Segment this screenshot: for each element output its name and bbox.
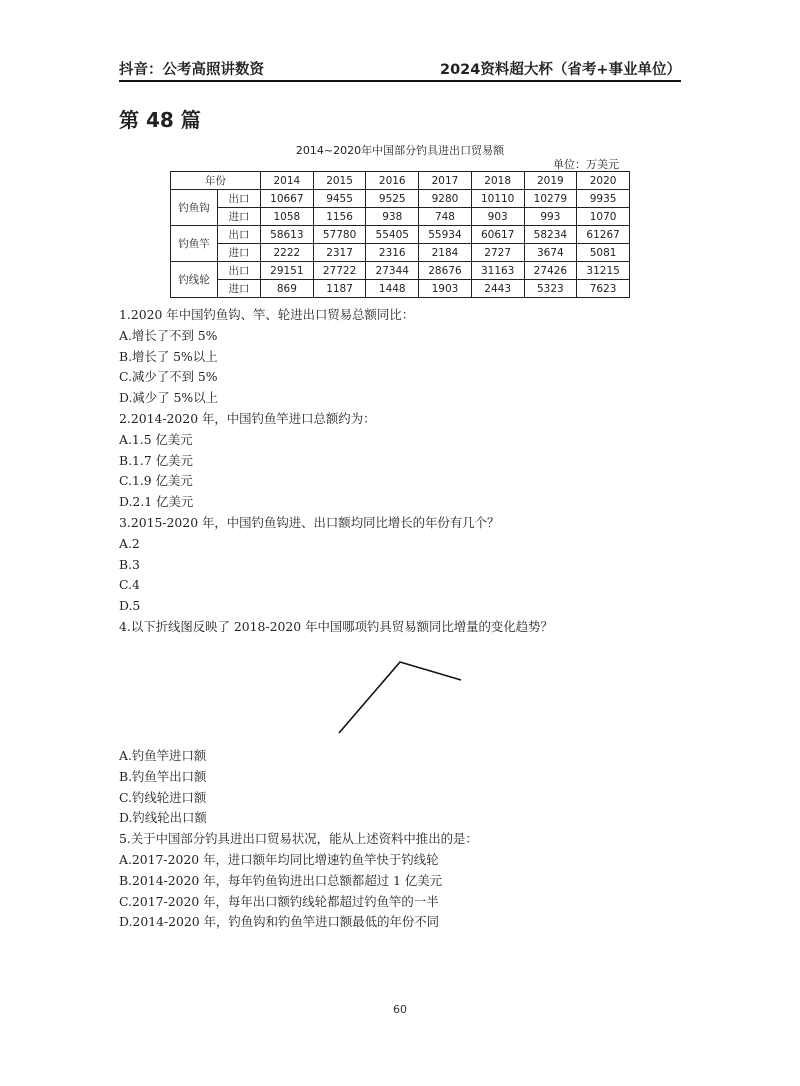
value-cell: 5323 [524, 280, 577, 298]
value-cell: 28676 [419, 262, 472, 280]
page-header [119, 56, 681, 80]
value-cell: 2222 [261, 244, 314, 262]
question-2-stem: 2.2014-2020 年，中国钓鱼竿进口总额约为： [119, 410, 376, 426]
year-cell: 2017 [419, 172, 472, 190]
question-2-option: C.1.9 亿美元 [119, 473, 193, 489]
value-cell: 55934 [419, 226, 472, 244]
question-5-option: A.2017-2020 年，进口额年均同比增速钓鱼竿快于钓线轮 [119, 851, 439, 867]
value-cell: 1903 [419, 280, 472, 298]
table-row [171, 244, 630, 262]
value-cell: 2443 [471, 280, 524, 298]
value-cell: 903 [471, 208, 524, 226]
year-cell: 2020 [577, 172, 630, 190]
question-4-stem: 4.以下折线图反映了 2018-2020 年中国哪项钓具贸易额同比增量的变化趋势？ [119, 618, 553, 634]
question-3-option: C.4 [119, 577, 140, 593]
question-5-option: D.2014-2020 年，钓鱼钩和钓鱼竿进口额最低的年份不同 [119, 914, 440, 930]
value-cell: 9280 [419, 190, 472, 208]
question-4-option: B.钓鱼竿出口额 [119, 768, 207, 784]
group-label: 钓线轮 [171, 262, 218, 298]
value-cell: 993 [524, 208, 577, 226]
value-cell: 2317 [313, 244, 366, 262]
value-cell: 58234 [524, 226, 577, 244]
table-row [171, 208, 630, 226]
value-cell: 5081 [577, 244, 630, 262]
header-divider [119, 80, 681, 82]
chapter-title: 第 48 篇 [119, 108, 201, 132]
year-cell: 2019 [524, 172, 577, 190]
question-4-option: C.钓线轮进口额 [119, 789, 207, 805]
question-3-stem: 3.2015-2020 年，中国钓鱼钩进、出口额均同比增长的年份有几个？ [119, 514, 500, 530]
question-1-option: A.增长了不到 5% [119, 327, 218, 343]
question-2-option: D.2.1 亿美元 [119, 494, 194, 510]
question-5-stem: 5.关于中国部分钓具进出口贸易状况，能从上述资料中推出的是： [119, 831, 478, 847]
flow-type: 出口 [218, 226, 261, 244]
question-5-option: B.2014-2020 年，每年钓鱼钩进出口总额都超过 1 亿美元 [119, 872, 443, 888]
flow-type: 进口 [218, 280, 261, 298]
value-cell: 1187 [313, 280, 366, 298]
question-4-option: D.钓线轮出口额 [119, 810, 207, 826]
value-cell: 60617 [471, 226, 524, 244]
table-header-row [171, 172, 630, 190]
year-header-cell: 年份 [171, 172, 261, 190]
table-unit: 单位：万美元 [553, 158, 619, 171]
question-1-option: B.增长了 5%以上 [119, 348, 218, 364]
value-cell: 10667 [261, 190, 314, 208]
table-title: 2014~2020年中国部分钓具进出口贸易额 [295, 144, 505, 157]
question-4-option: A.钓鱼竿进口额 [119, 748, 207, 763]
question-4-5-block [119, 746, 719, 933]
group-label: 钓鱼钩 [171, 190, 218, 226]
value-cell: 10279 [524, 190, 577, 208]
flow-type: 进口 [218, 244, 261, 262]
table-row [171, 190, 630, 208]
question-3-option: B.3 [119, 556, 140, 572]
value-cell: 57780 [313, 226, 366, 244]
value-cell: 2316 [366, 244, 419, 262]
year-cell: 2018 [471, 172, 524, 190]
value-cell: 7623 [577, 280, 630, 298]
value-cell: 1058 [261, 208, 314, 226]
value-cell: 1448 [366, 280, 419, 298]
value-cell: 55405 [366, 226, 419, 244]
value-cell: 61267 [577, 226, 630, 244]
questions-block [119, 305, 719, 638]
value-cell: 31163 [471, 262, 524, 280]
year-cell: 2016 [366, 172, 419, 190]
question-1-stem: 1.2020 年中国钓鱼钩、竿、轮进出口贸易总额同比： [119, 307, 415, 322]
flow-type: 进口 [218, 208, 261, 226]
value-cell: 9935 [577, 190, 630, 208]
value-cell: 27344 [366, 262, 419, 280]
question-3-option: D.5 [119, 598, 141, 614]
value-cell: 27426 [524, 262, 577, 280]
value-cell: 29151 [261, 262, 314, 280]
trend-line-sketch [330, 650, 470, 740]
question-2-option: A.1.5 亿美元 [119, 431, 193, 447]
value-cell: 1156 [313, 208, 366, 226]
trade-table [170, 171, 630, 298]
value-cell: 58613 [261, 226, 314, 244]
value-cell: 27722 [313, 262, 366, 280]
value-cell: 9525 [366, 190, 419, 208]
value-cell: 1070 [577, 208, 630, 226]
question-5-option: C.2017-2020 年，每年出口额钓线轮都超过钓鱼竿的一半 [119, 893, 439, 909]
trend-line [339, 662, 461, 733]
year-cell: 2014 [261, 172, 314, 190]
question-2-option: B.1.7 亿美元 [119, 452, 193, 468]
table-row [171, 226, 630, 244]
value-cell: 748 [419, 208, 472, 226]
question-3-option: A.2 [119, 535, 140, 551]
group-label: 钓鱼竿 [171, 226, 218, 262]
value-cell: 2727 [471, 244, 524, 262]
flow-type: 出口 [218, 190, 261, 208]
flow-type: 出口 [218, 262, 261, 280]
table-row [171, 262, 630, 280]
value-cell: 9455 [313, 190, 366, 208]
table-row [171, 280, 630, 298]
value-cell: 938 [366, 208, 419, 226]
value-cell: 10110 [471, 190, 524, 208]
value-cell: 2184 [419, 244, 472, 262]
value-cell: 3674 [524, 244, 577, 262]
question-1-option: D.减少了 5%以上 [119, 390, 218, 406]
year-cell: 2015 [313, 172, 366, 190]
question-1-option: C.减少了不到 5% [119, 369, 218, 385]
value-cell: 31215 [577, 262, 630, 280]
header-left-text: 抖音：公考高照讲数资 [119, 61, 264, 78]
page-number: 60 [393, 1003, 407, 1016]
header-right-text: 2024资料超大杯（省考+事业单位） [439, 61, 681, 78]
value-cell: 869 [261, 280, 314, 298]
